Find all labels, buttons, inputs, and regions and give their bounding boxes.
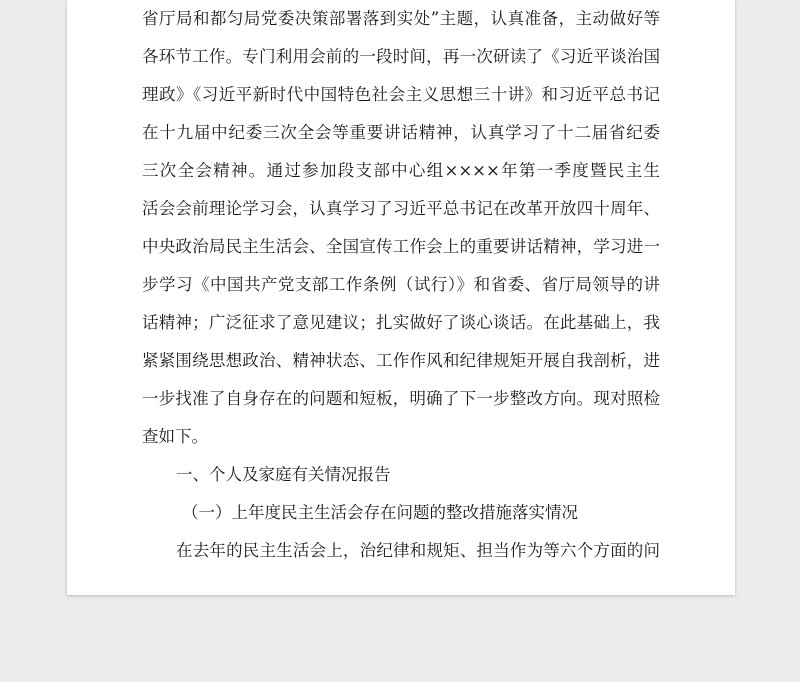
paragraph-line: 各环节工作。专门利用会前的一段时间，再一次研读了《习近平谈治国 xyxy=(142,47,660,66)
paragraph-line: 理政》《习近平新时代中国特色社会主义思想三十讲》和习近平总书记 xyxy=(142,85,660,104)
paragraph-line: 中央政治局民主生活会、全国宣传工作会上的重要讲话精神，学习进一 xyxy=(142,237,660,256)
paragraph-line: 一步找准了自身存在的问题和短板，明确了下一步整改方向。现对照检 xyxy=(142,389,660,408)
section-heading: 一、个人及家庭有关情况报告 xyxy=(176,465,391,484)
paragraph-line: 在去年的民主生活会上，治纪律和规矩、担当作为等六个方面的问 xyxy=(176,541,660,560)
paragraph-line: 查如下。 xyxy=(142,427,208,446)
paragraph-line: 三次全会精神。通过参加段支部中心组××××年第一季度暨民主生 xyxy=(142,161,660,180)
subsection-heading: （一）上年度民主生活会存在问题的整改措施落实情况 xyxy=(182,503,578,522)
paragraph-line: 活会会前理论学习会，认真学习了习近平总书记在改革开放四十周年、 xyxy=(142,199,660,218)
paragraph-line: 步学习《中国共产党支部工作条例（试行）》和省委、省厅局领导的讲 xyxy=(142,275,660,294)
paragraph-line: 省厅局和都匀局党委决策部署落到实处”主题，认真准备，主动做好等 xyxy=(142,9,660,28)
paragraph-line: 话精神；广泛征求了意见建议；扎实做好了谈心谈话。在此基础上，我 xyxy=(142,313,660,332)
document-page xyxy=(67,0,735,595)
paragraph-line: 紧紧围绕思想政治、精神状态、工作作风和纪律规矩开展自我剖析，进 xyxy=(142,351,660,370)
paragraph-line: 在十九届中纪委三次全会等重要讲话精神，认真学习了十二届省纪委 xyxy=(142,123,660,142)
